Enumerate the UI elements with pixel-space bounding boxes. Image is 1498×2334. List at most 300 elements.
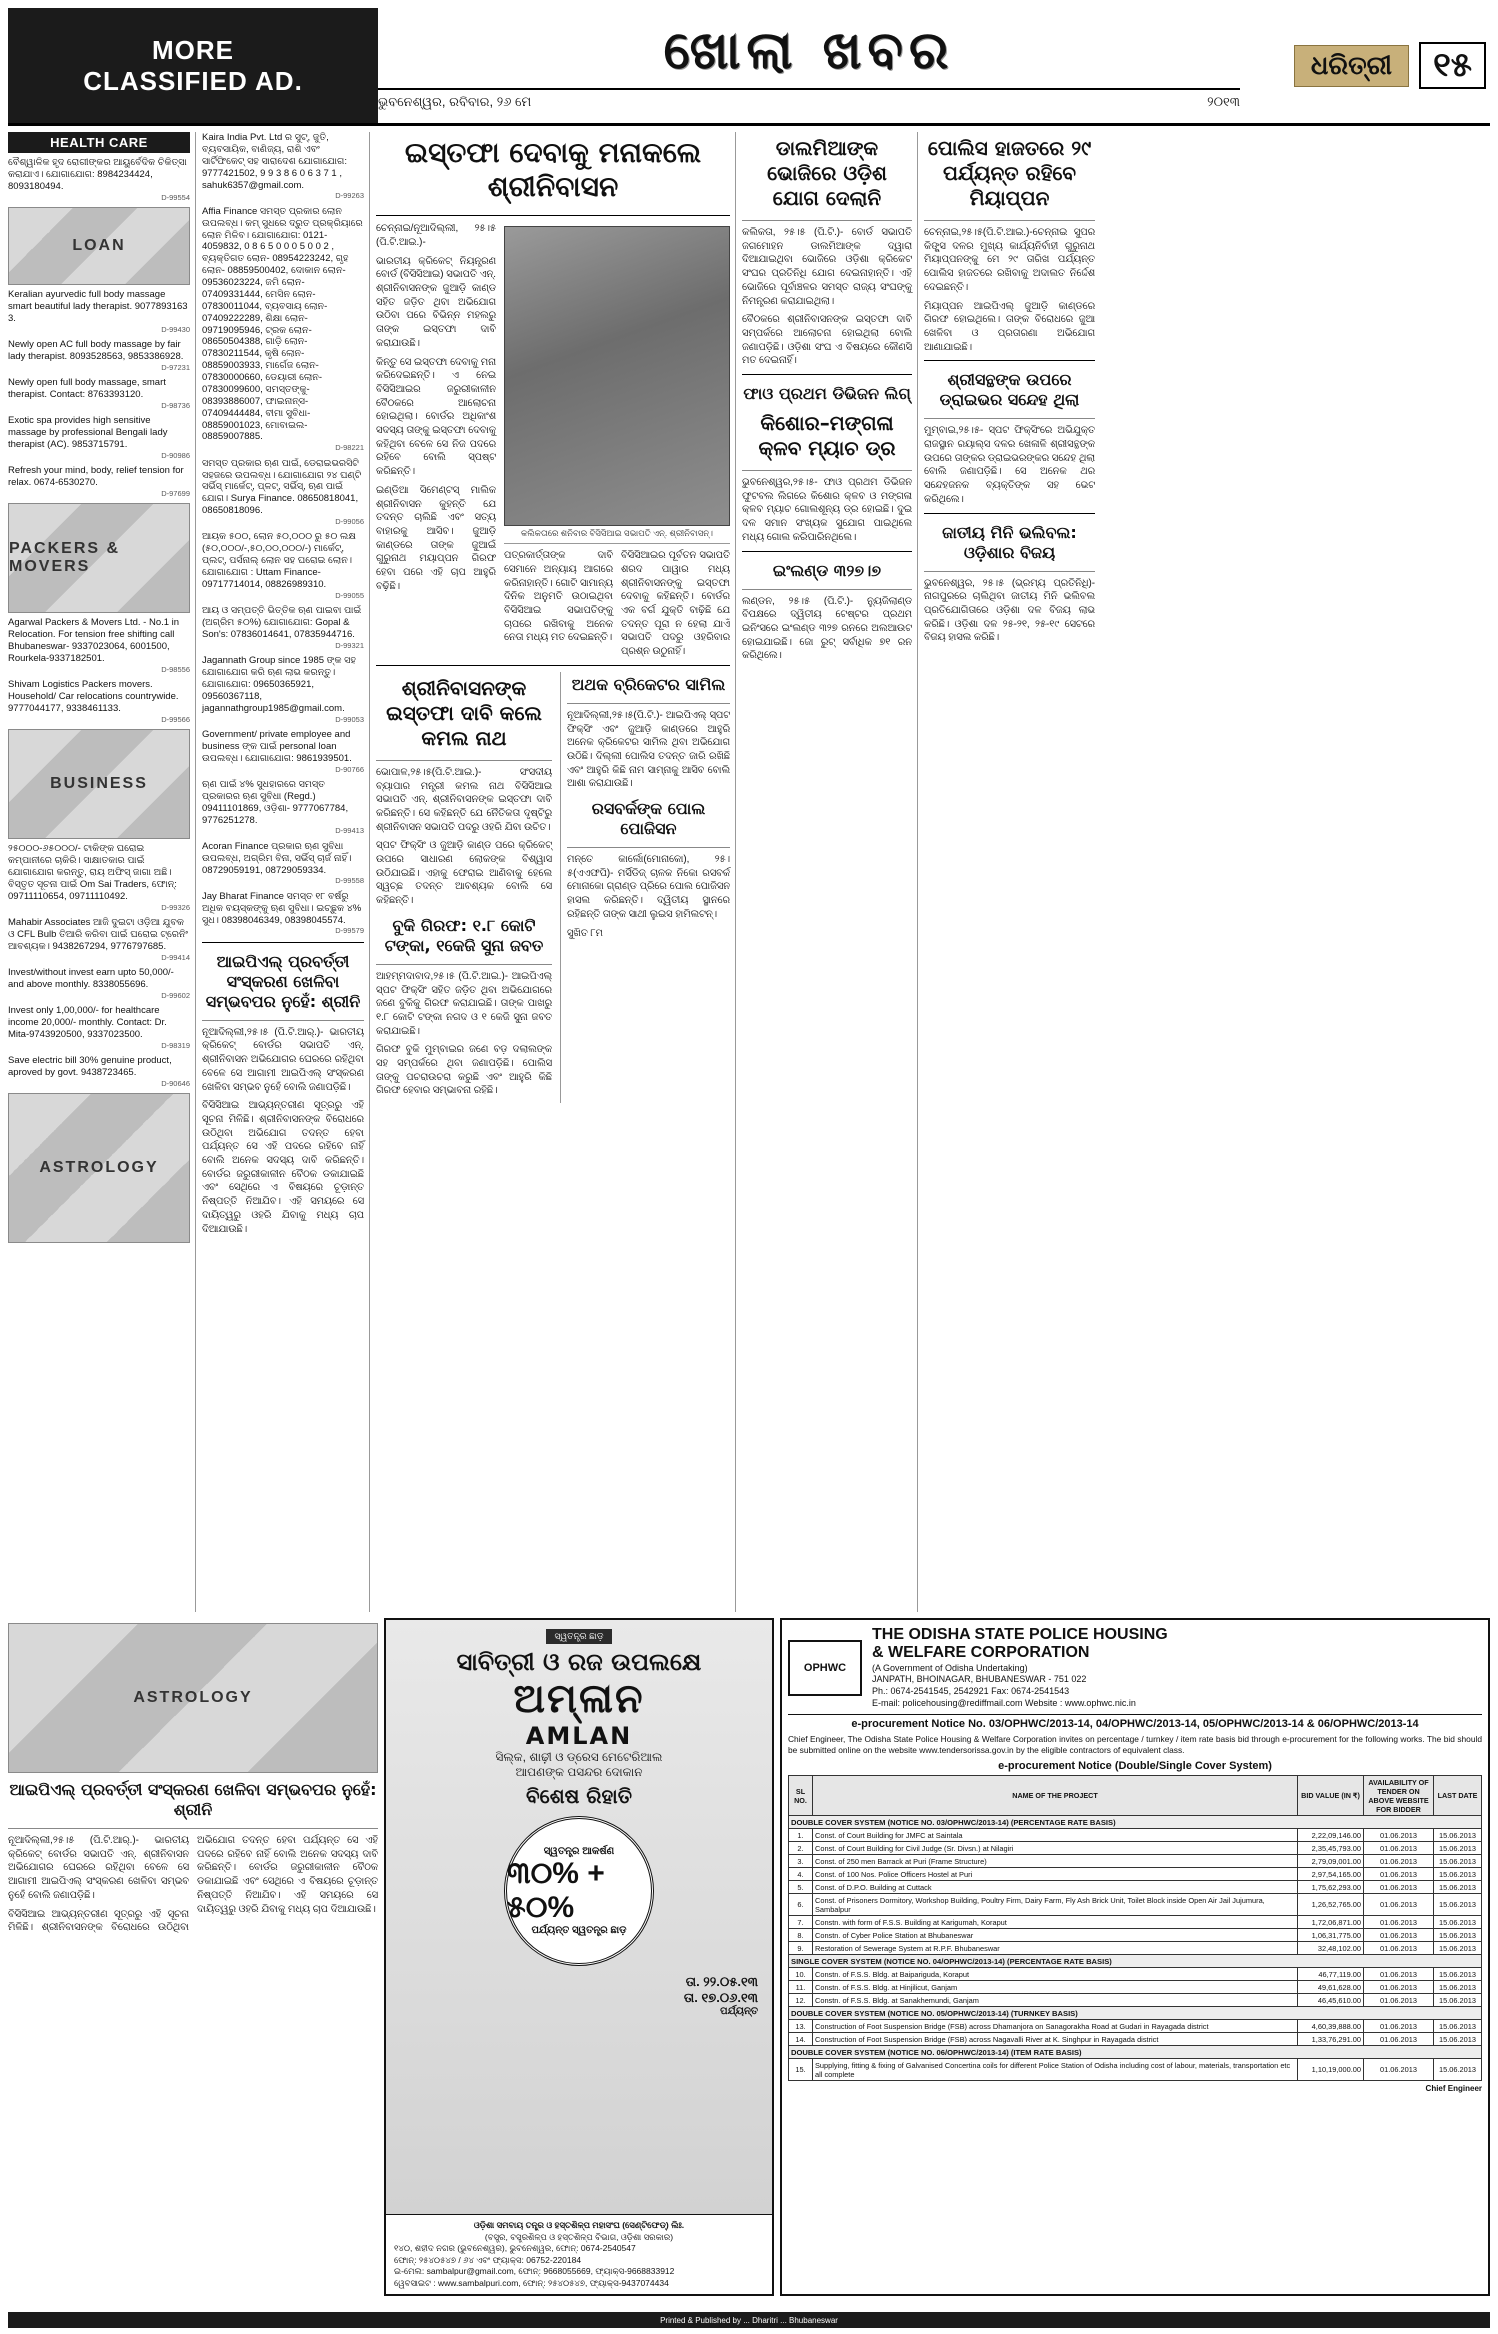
divider [202, 942, 364, 943]
ad-text: Newly open AC full body massage by fair lady therapist. 8093528563, 9853386928. [8, 339, 184, 362]
table-cell: 1,72,06,871.00 [1298, 1916, 1364, 1929]
amlan-ad-title: ସାବିତ୍ରୀ ଓ ରଜ ଉପଲକ୍ଷେ [456, 1648, 702, 1676]
astrology-ad-image-bottom: ASTROLOGY [8, 1623, 378, 1773]
classified-ad [202, 132, 364, 201]
table-cell: 15.06.2013 [1434, 1942, 1482, 1955]
table-group-row [789, 1955, 1482, 1968]
ad-code: D-99579 [335, 926, 364, 936]
article-body [567, 709, 730, 791]
divider [567, 847, 730, 848]
loan-ad-image: LOAN [8, 207, 190, 285]
column-classified-2 [202, 132, 370, 1612]
divider [202, 1020, 364, 1021]
ad-code: D-99558 [335, 876, 364, 886]
page-title: ଖୋଲା ଖବର [663, 21, 955, 81]
classified-ad [202, 779, 364, 836]
table-cell: 01.06.2013 [1364, 1868, 1434, 1881]
divider [376, 964, 552, 965]
table-cell: 15.06.2013 [1434, 1929, 1482, 1942]
classified-ad [8, 415, 190, 460]
table-body [789, 1816, 1482, 2081]
page-number: ୧୫ [1419, 42, 1486, 89]
table-cell: 15.06.2013 [1434, 1842, 1482, 1855]
table-cell: 01.06.2013 [1364, 1829, 1434, 1842]
main-columns [8, 132, 1490, 1612]
article-body [202, 1026, 364, 1237]
paragraph: ମୁମ୍ବାଇ,୨୫।୫- ସ୍ପଟ ଫିକ୍ସିଂରେ ଅଭିଯୁକ୍ତ ରାଜସ୍ଥାନ ରୟାଲ୍ସ ଦଳର ଖେଳାଳି ଶ୍ରୀସନ୍ଥଙ୍କ ଉପରେ ତାଙ୍କର ଡ୍ରାଇଭରଙ୍କର ସନ୍ଦେହ ଥିଲା ବୋଲି ଜଣାପଡ଼ିଛି। ସେ ଅନେକ ଥର ସନ୍ଦେହଜନକ ବ୍ୟକ୍ତିଙ୍କ ସହ ଭେଟ କରିଥିଲେ। [924, 425, 1095, 505]
section-header-health-care: HEALTH CARE [8, 132, 190, 153]
classified-ad [202, 891, 364, 936]
ad-text: ଋଣ ପାଇଁ ୪% ସୁଧହାରରେ ସମସ୍ତ ପ୍ରକାରର ଋଣ ସୁବିଧା (Regd.) 09411101869, ଓଡ଼ିଶା- 9777067784, 9776251278. [202, 778, 349, 826]
ad-code: D-98221 [335, 443, 364, 453]
column-header-availability: AVAILABILITY OF TENDER ON ABOVE WEBSITE FOR BIDDER [1364, 1776, 1434, 1816]
article-headline: ପୋଲିସ ହାଜତରେ ୨୯ ପର୍ଯ୍ୟନ୍ତ ରହିବେ ମିୟାପ୍ପନ [927, 136, 1092, 210]
ophwc-logo: OPHWC [788, 1640, 862, 1696]
amlan-address: ୧୪୦, ଶହୀଦ ନଗର (ଭୁବନେଶ୍ୱର), ଭୁବନେଶ୍ୱର, ଫୋନ୍: 0674-2540547 [394, 2243, 636, 2254]
classified-banner-line1: MORE [152, 34, 234, 65]
ophwc-notice-title: e-procurement Notice No. 03/OPHWC/2013-14, 04/OPHWC/2013-14, 05/OPHWC/2013-14 & 06/OPHWC/2013-14 [851, 1717, 1419, 1730]
divider [924, 220, 1095, 221]
amlan-date-to: ତା. ୧୭.୦୬.୧୩ [683, 1990, 758, 2005]
classified-ad [8, 1055, 190, 1088]
paragraph: ନୂଆଦିଲ୍ଲୀ,୨୫।୫ (ପି.ଟି.ଆର୍.)- ଭାରତୀୟ କ୍ରିକେଟ୍ ବୋର୍ଡର ସଭାପତି ଏନ୍. ଶ୍ରୀନିବାସନ ଅଭିଯୋଗର ଘେରରେ ରହିଥିବା ବେଳେ ସେ ଆଗାମୀ ଆଇପିଏଲ୍ ସଂସ୍କରଣ ଖେଳିବା ସମ୍ଭବ ନୁହେଁ ବୋଲି ଜଣାପଡ଼ିଛି। [8, 1835, 189, 1901]
ad-text: ବୈଶ୍ୱାଳିକ ହୃଦ ରୋଗୀଙ୍କର ଆୟୁର୍ବେଦିକ ଚିକିତ୍ସା କରାଯାଏ। ଯୋଗାଯୋଗ: 8984234424, 8093180494. [8, 157, 187, 192]
article-body [924, 226, 1095, 354]
amlan-offer-percent: ୩୦% + ୫୦% [507, 1857, 605, 1924]
ophwc-email-website: E-mail: policehousing@rediffmail.com Website : www.ophwc.nic.in [872, 1697, 1136, 1708]
table-row [789, 1968, 1482, 1981]
amlan-subtitle-1: ସିଲ୍କ, ଶାଢ଼ୀ ଓ ଡ୍ରେସ ମେଟେରିଆଲ [495, 1750, 663, 1764]
dateline: ଚେନ୍ନାଇ/ନୂଆଦିଲ୍ଲୀ, ୨୫।୫ (ପି.ଟି.ଆଇ.)- [376, 223, 496, 248]
table-cell: Restoration of Sewerage System at R.P.F. Bhubaneswar [813, 1942, 1298, 1955]
table-cell: 15.06.2013 [1434, 1881, 1482, 1894]
dateline-left: ଭୁବନେଶ୍ୱର, ରବିବାର, ୨୬ ମେ [378, 94, 532, 109]
table-cell: 01.06.2013 [1364, 1942, 1434, 1955]
ad-text: Jagannath Group since 1985 ଙ୍କ ସହ ଯୋଗାଯୋଗ କରି ଋଣ ଲାଭ କରନ୍ତୁ। ଯୋଗାଯୋଗ: 09650365921, 09560367118, jagannathgroup1985@gmail.com. [202, 655, 356, 714]
table-cell: 4,60,39,888.00 [1298, 2020, 1364, 2033]
ad-text: Newly open full body massage, smart therapist. Contact: 8763393120. [8, 377, 166, 400]
photo-caption: କଲିକତାରେ ଶନିବାର ବିସିସିଆଇ ସଭାପତି ଏନ୍. ଶ୍ରୀନିବାସନ୍। [504, 528, 730, 544]
lead-article-body [376, 222, 496, 593]
paragraph: କିନ୍ତୁ ସେ ଇସ୍ତଫା ଦେବାକୁ ମନା କରିଦେଇଛନ୍ତି। ଏ ନେଇ ବିସିସିଆଇର ଜରୁରୀକାଳୀନ ବୈଠକରେ ଆଲୋଚନା ହୋଇଥିଲା। ବୋର୍ଡର ଅଧିକାଂଶ ସଦସ୍ୟ ତାଙ୍କୁ ଇସ୍ତଫା ଦେବାକୁ କହିଥିବା ବେଳେ ସେ ନିଜ ପଦରେ ରହିବେ ବୋଲି ସ୍ପଷ୍ଟ କରିଛନ୍ତି। [376, 356, 496, 478]
article-headline: ଶ୍ରୀନିବାସନଙ୍କ ଇସ୍ତଫା ଦାବି କଲେ କମଲ ନାଥ [386, 675, 542, 750]
table-cell: 15.06.2013 [1434, 1855, 1482, 1868]
table-cell: 1,33,76,291.00 [1298, 2033, 1364, 2046]
divider [742, 551, 912, 552]
ad-code: D-90646 [161, 1078, 190, 1088]
article-headline: ଫାଓ ପ୍ରଥମ ଡିଭିଜନ ଲିଗ୍ [743, 384, 911, 404]
column-header-project: NAME OF THE PROJECT [813, 1776, 1298, 1816]
ad-text: Agarwal Packers & Movers Ltd. - No.1 in Relocation. For tension free shifting call Bhubaneswar- 9337023064, 6001500, Rourkela-9337182501. [8, 617, 180, 664]
table-cell: 15.06.2013 [1434, 1994, 1482, 2007]
classified-ad [8, 289, 190, 334]
table-cell: 01.06.2013 [1364, 1894, 1434, 1916]
ad-code: D-90986 [161, 450, 190, 460]
table-cell: 12. [789, 1994, 813, 2007]
ad-text: ଆୟକ ୫୦୦, ଲୋନ ୫୦,୦୦୦ ରୁ ୫୦ ଲକ୍ଷ (୫୦,୦୦୦/-,୫୦,୦୦,୦୦୦/-) ମାର୍କେଟ୍, ପ୍ଲଟ୍, ପର୍ସନାଲ୍ ଲୋନ ସହ ଘରୋଇ ଲୋନ। ଯୋଗାଯୋଗ : Uttam Finance- 09717714014, 08826989310. [202, 531, 356, 590]
masthead [8, 8, 1490, 126]
table-cell: 15.06.2013 [1434, 1968, 1482, 1981]
table-cell: 1,75,62,293.00 [1298, 1881, 1364, 1894]
ad-code: D-99554 [161, 192, 190, 202]
table-cell: 01.06.2013 [1364, 1842, 1434, 1855]
table-cell: Constn. of F.S.S. Bldg. at Hinjilicut, Ganjam [813, 1981, 1298, 1994]
amlan-offer-tag: ସ୍ୱତନ୍ତ୍ର ଆକର୍ଷଣ [543, 1846, 615, 1857]
article-headline: ଅଥକ ବ୍ରିକେଟର ସାମିଲ [571, 674, 726, 694]
classified-ad [8, 679, 190, 724]
table-cell: Constn. with form of F.S.S. Building at Karigumah, Koraput [813, 1916, 1298, 1929]
column-lead-story [376, 132, 736, 1612]
table-cell: 15.06.2013 [1434, 1981, 1482, 1994]
classified-ad [202, 841, 364, 886]
table-cell: Supplying, fitting & fixing of Galvanised Concertina coils for different Police Station of Odisha including cost of labour, materials, transportation etc all complete [813, 2059, 1298, 2081]
table-cell: 01.06.2013 [1364, 1981, 1434, 1994]
article-body [742, 476, 912, 545]
table-cell: Constn. of F.S.S. Bldg. at Sanakhemundi, Ganjam [813, 1994, 1298, 2007]
lead-article-continued [504, 549, 730, 659]
table-row [789, 1868, 1482, 1881]
classified-ad [202, 655, 364, 724]
table-row [789, 1942, 1482, 1955]
table-group-label: SINGLE COVER SYSTEM (NOTICE NO. 04/OPHWC/2013-14) (PERCENTAGE RATE BASIS) [789, 1955, 1482, 1968]
ad-text: ଆୟ ଓ ସମ୍ପତ୍ତି ଭିତ୍ତିକ ଋଣ ପାଇବା ପାଇଁ (ଅଗ୍ରିମ ୫୦%) ଯୋଗାଯୋଗ: Gopal & Son's: 07836014641, 07835944716. [202, 605, 362, 640]
table-row [789, 1855, 1482, 1868]
table-cell: 2,97,54,165.00 [1298, 1868, 1364, 1881]
ad-text: Jay Bharat Finance ସମସ୍ତ ୧୮ ବର୍ଷରୁ ଅଧିକ ବୟସ୍କଙ୍କୁ ଋଣ ସୁବିଧା। ଇଚ୍ଛୁକ ୪% ସୁଧ। 08398046349, 08398045574. [202, 890, 362, 926]
ophwc-address: JANPATH, BHOINAGAR, BHUBANESWAR - 751 022 [872, 1674, 1087, 1685]
table-row [789, 1829, 1482, 1842]
table-cell: 15.06.2013 [1434, 2059, 1482, 2081]
amlan-display-ad [384, 1618, 774, 2296]
article-body [376, 970, 552, 1098]
table-cell: Const. of Prisoners Dormitory, Workshop Building, Poultry Firm, Dairy Farm, Fly Ash Brick Unit, Toilet Block inside Open Air Jail Jujumura, Sambalpur [813, 1894, 1298, 1916]
classified-ad [8, 843, 190, 912]
amlan-org-dept: (ବସ୍ତ୍ର, ବସ୍ତ୍ରଶିଳ୍ପ ଓ ହସ୍ତଶିଳ୍ପ ବିଭାଗ, ଓଡ଼ିଶା ସରକାର) [484, 2231, 674, 2242]
ophwc-tender-notice [780, 1618, 1490, 2296]
ad-code: D-97231 [161, 362, 190, 372]
ad-code: D-99053 [335, 714, 364, 724]
paragraph: ନୂଆଦିଲ୍ଲୀ,୨୫।୫ (ପି.ଟି.ଆର୍.)- ଭାରତୀୟ କ୍ରିକେଟ୍ ବୋର୍ଡର ସଭାପତି ଏନ୍. ଶ୍ରୀନିବାସନ ଅଭିଯୋଗର ଘେରରେ ରହିଥିବା ବେଳେ ସେ ଆଗାମୀ ଆଇପିଏଲ୍ ସଂସ୍କରଣ ଖେଳିବା ସମ୍ଭବ ନୁହେଁ ବୋଲି ଜଣାପଡ଼ିଛି। [202, 1026, 364, 1093]
column-sports-2 [924, 132, 1100, 1612]
table-cell: 01.06.2013 [1364, 2033, 1434, 2046]
divider [924, 571, 1095, 572]
ophwc-tender-table [788, 1775, 1482, 2081]
article-headline: ଡାଲମିଆଙ୍କ ଭୋଜିରେ ଓଡ଼ିଶ ଯୋଗ ଦେଲାନି [767, 136, 887, 210]
article-body [376, 766, 552, 908]
article-subheadline: କିଶୋର–ମଙ୍ଗଳା କ୍ଳବ ମ୍ୟାଚ ଡ୍ର [758, 411, 896, 461]
amlan-top-banner: ସ୍ୱତନ୍ତ୍ର ଛାଡ଼ [546, 1629, 611, 1644]
ad-code: D-99430 [161, 324, 190, 334]
paragraph: ଭୋପାଳ,୨୫।୫(ପି.ଟି.ଆଇ.)- ସଂସଦୀୟ ବ୍ୟାପାର ମନ୍ତ୍ରୀ କମଲ ନାଥ ବିସିସିଆଇ ସଭାପତି ଏନ୍. ଶ୍ରୀନିବାସନଙ୍କ ଇସ୍ତଫା ଦାବି କରିଛନ୍ତି। ସେ କହିଛନ୍ତି ଯେ ନୈତିକତା ଦୃଷ୍ଟିରୁ ଶ୍ରୀନିବାସନ ସଭାପତି ପଦରୁ ଓହରି ଯିବା ଉଚିତ। [376, 766, 552, 833]
article-body [8, 1834, 378, 1935]
ad-code: D-99414 [161, 952, 190, 962]
amlan-subtitle-2: ଆପଣଙ୍କ ପସନ୍ଦର ଦୋକାନ [515, 1765, 643, 1779]
article-body [742, 595, 912, 664]
amlan-offer-note: ପର୍ଯ୍ୟନ୍ତ ସ୍ୱତନ୍ତ୍ର ଛାଡ଼ [531, 1925, 627, 1936]
ad-text: Keralian ayurvedic full body massage smart beautiful lady therapist. 9077893163 3. [8, 289, 188, 324]
paragraph: ମନ୍ତେ କାର୍ଲୋ(ମୋନାକୋ), ୨୫।୫(ଏଏଫପି)- ମର୍ସିଡିଜ୍ ଚାଳକ ନିକୋ ରସବର୍କ ମୋନାକୋ ଗ୍ରାଣ୍ଡ ପ୍ରିରେ ପୋଲ ପୋଜିସନ ହାସଲ କରିଛନ୍ତି। ଦ୍ୱିତୀୟ ସ୍ଥାନରେ ରହିଛନ୍ତି ତାଙ୍କ ସାଥୀ ଲୁଇସ ହାମିଲଟନ୍। [567, 854, 730, 920]
table-row [789, 1929, 1482, 1942]
ophwc-table-title: e-procurement Notice (Double/Single Cover System) [998, 1760, 1272, 1773]
paragraph: ବିସିସିଆଇର ପୂର୍ବତନ ସଭାପତି ଶରଦ ପାୱାର ମଧ୍ୟ ଶ୍ରୀନିବାସନଙ୍କୁ ଇସ୍ତଫା ଦେବାକୁ କହିଛନ୍ତି। ବୋର୍ଡର ଏକ ବର୍ଗ ଯୁକ୍ତି ବାଢ଼ିଛି ଯେ ତଦନ୍ତ ପୂରା ନ ହେଲା ଯାଏଁ ସଭାପତି ପଦରୁ ଓହରିବାର ପ୍ରଶ୍ନ ଉଠୁନାହିଁ। [621, 550, 730, 658]
divider [742, 470, 912, 471]
ad-text: Acoran Finance ପ୍ରକାର ଋଣ ସୁବିଧା ଉପଲବ୍ଧ, ଅଗ୍ରିମ ବିନା, ସର୍ଭିସ୍ ଚାର୍ଜ ନାହିଁ। 08729059191, 08729059334. [202, 840, 352, 876]
classified-ad [202, 531, 364, 600]
paragraph: ଗିରଫ ବୁକି ମୁମ୍ବାଇର ଜଣେ ବଡ଼ ଦଲାଲଙ୍କ ସହ ସମ୍ପର୍କରେ ଥିବା ଜଣାପଡ଼ିଛି। ପୋଲିସ ତାଙ୍କୁ ପଚରାଉଚରା କରୁଛି ଏବଂ ଆହୁରି କିଛି ଗିରଫ ହେବାର ସମ୍ଭାବନା ରହିଛି। [376, 1044, 552, 1097]
amlan-phone: ଫୋନ୍: ୨୫୪୦୫୪୭ / ୬୪ ଏବଂ ଫ୍ୟାକ୍ସ: 06752-220184 [394, 2254, 582, 2265]
table-cell: Const. of D.P.O. Building at Cuttack [813, 1881, 1298, 1894]
table-row [789, 2059, 1482, 2081]
table-cell: 14. [789, 2033, 813, 2046]
classified-banner [8, 8, 378, 123]
table-cell: 01.06.2013 [1364, 1994, 1434, 2007]
table-cell: 8. [789, 1929, 813, 1942]
table-cell: 01.06.2013 [1364, 2020, 1434, 2033]
article-body [924, 424, 1095, 506]
amlan-discount-badge [504, 1816, 654, 1966]
divider [924, 360, 1095, 361]
ad-text: Government/ private employee and business ଙ୍କ ପାଇଁ personal loan ଉପଲବ୍ଧ। ଯୋଗାଯୋଗ: 9861939501. [202, 728, 352, 764]
ophwc-title-line1: THE ODISHA STATE POLICE HOUSING [872, 1626, 1168, 1643]
classified-ad [8, 967, 190, 1000]
table-cell: 7. [789, 1916, 813, 1929]
table-cell: Construction of Foot Suspension Bridge (FSB) across Dhamanjora on Sanagorakha Road at Gudari in Rayagada district [813, 2020, 1298, 2033]
ad-code: D-99326 [161, 902, 190, 912]
amlan-brand-english: AMLAN [525, 1722, 633, 1750]
table-group-label: DOUBLE COVER SYSTEM (NOTICE NO. 03/OPHWC/2013-14) (PERCENTAGE RATE BASIS) [789, 1816, 1482, 1829]
table-group-row [789, 2046, 1482, 2059]
ad-text: Refresh your mind, body, relief tension for relax. 0674-6530270. [8, 465, 184, 489]
article-headline: ଜାତୀୟ ମିନି ଭଲିବଲ: ଓଡ଼ିଶାର ବିଜୟ [942, 522, 1077, 562]
classified-ad [202, 206, 364, 453]
article-headline: ରସବର୍କଙ୍କ ପୋଲ ପୋଜିସନ [591, 799, 706, 839]
amlan-brand-odia: ଅମ୍ଳାନ [513, 1676, 645, 1722]
ad-text: Invest/without invest earn upto 50,000/- and above monthly. 8338055696. [8, 967, 174, 990]
masthead-center [378, 8, 1240, 123]
table-cell: 4. [789, 1868, 813, 1881]
table-row [789, 1842, 1482, 1855]
classified-banner-line2: CLASSIFIED AD. [83, 65, 303, 96]
divider [742, 374, 912, 375]
table-cell: 11. [789, 1981, 813, 1994]
paragraph: ଚେନ୍ନାଇ,୨୫।୫(ପି.ଟି.ଆଇ.)-ଚେନ୍ନାଇ ସୁପର କିଙ୍ଗ୍ସ ଦଳର ମୁଖ୍ୟ କାର୍ଯ୍ୟନିର୍ବାହୀ ଗୁରୁନାଥ ମିୟାପ୍ପନଙ୍କୁ ମେ ୨୯ ତାରିଖ ପର୍ଯ୍ୟନ୍ତ ପୋଲିସ ହାଜତରେ ରଖିବାକୁ ଅଦାଲତ ନିର୍ଦ୍ଦେଶ ଦେଇଛନ୍ତି। [924, 227, 1095, 293]
masthead-dateline [378, 88, 1240, 110]
paragraph: ଇଣ୍ଡିଆ ସିମେଣ୍ଟସ୍ ମାଲିକ ଶ୍ରୀନିବାସନ କୁହନ୍ତି ଯେ ତଦନ୍ତ ଚାଲିଛି ଏବଂ ସତ୍ୟ ବାହାରକୁ ଆସିବ। ଜୁଆଡ଼ି କାଣ୍ଡରେ ତାଙ୍କ ଜୁଆଇଁ ଗୁରୁନାଥ ମୟାପ୍ପନ ଗିରଫ ହେବା ପରେ ଏହି ଚାପ ଆହୁରି ବଢ଼ିଛି। [376, 484, 496, 592]
ad-text: Shivam Logistics Packers movers. Household/ Car relocations countrywide. 9777044177, 9338461133. [8, 679, 179, 714]
classified-ad [8, 465, 190, 498]
ad-code: D-99566 [161, 714, 190, 724]
table-cell: Constn. of Cyber Police Station at Bhubaneswar [813, 1929, 1298, 1942]
table-cell: 2,22,09,146.00 [1298, 1829, 1364, 1842]
table-cell: 6. [789, 1894, 813, 1916]
business-ad-image: BUSINESS [8, 729, 190, 839]
table-cell: 2,35,45,793.00 [1298, 1842, 1364, 1855]
article-headline: ବୁକି ଗିରଫ: ୧.୮ କୋଟି ଟଙ୍କା, ୧କେଜି ସୁନା ଜବତ [384, 915, 544, 955]
table-cell: Const. of Court Building for JMFC at Saintala [813, 1829, 1298, 1842]
table-group-row [789, 2007, 1482, 2020]
column-header-bid-value: BID VALUE (IN ₹) [1298, 1776, 1364, 1816]
table-cell: 2. [789, 1842, 813, 1855]
paragraph: ବିସିସିଆଇ ଆଭ୍ୟନ୍ତରୀଣ ସୂତ୍ରରୁ ଏହି ସୂଚନା ମିଳିଛି। ଶ୍ରୀନିବାସନଙ୍କ ବିରୋଧରେ ଉଠିଥିବା ଅଭିଯୋଗ ତଦନ୍ତ ହେବା ପର୍ଯ୍ୟନ୍ତ ସେ ଏହି ପଦରେ ରହିବେ ନାହିଁ ବୋଲି ଅନେକ ସଦସ୍ୟ ଦାବି କରିଛନ୍ତି। ବୋର୍ଡର ଜରୁରୀକାଳୀନ ବୈଠକ ଡକାଯାଇଛି ଏବଂ ସେଥିରେ ଏ ବିଷୟରେ ଚୂଡ଼ାନ୍ତ ନିଷ୍ପତ୍ତି ନିଆଯିବ। ଏହି ସମୟରେ ସେ ଦାୟିତ୍ୱରୁ ଓହରି ଯିବାକୁ ମଧ୍ୟ ଚାପ ଦିଆଯାଉଛି। [8, 1835, 378, 1934]
ophwc-notice-body: Chief Engineer, The Odisha State Police Housing & Welfare Corporation invites on percentage / turnkey / item rate basis bid through e-procurement for the following works. The bid should be submitted online on the website www.tendersorissa.gov.in by the eligible contractors of equivalent class. [788, 1733, 1482, 1755]
bottom-advertisements [8, 1618, 1490, 2296]
table-cell: 01.06.2013 [1364, 1916, 1434, 1929]
astrology-ad-image: ASTROLOGY [8, 1093, 190, 1243]
ad-text: Exotic spa provides high sensitive massage by professional Bengali lady therapist (AC). 9853715791. [8, 415, 168, 450]
ad-code: D-98556 [161, 664, 190, 674]
table-cell: 01.06.2013 [1364, 1855, 1434, 1868]
table-cell: 3. [789, 1855, 813, 1868]
ad-text: Save electric bill 30% genuine product, aproved by govt. 9438723465. [8, 1055, 172, 1078]
table-row [789, 2033, 1482, 2046]
table-cell: 15.06.2013 [1434, 1894, 1482, 1916]
table-group-label: DOUBLE COVER SYSTEM (NOTICE NO. 06/OPHWC/2013-14) (ITEM RATE BASIS) [789, 2046, 1482, 2059]
paragraph: ସ୍ପଟ ଫିକ୍ସିଂ ଓ ଜୁଆଡ଼ି କାଣ୍ଡ ପରେ କ୍ରିକେଟ୍ ଉପରେ ସାଧାରଣ ଲୋକଙ୍କ ବିଶ୍ୱାସ ଉଠିଯାଇଛି। ଏହାକୁ ଫେରାଇ ଆଣିବାକୁ ହେଲେ ସ୍ୱଚ୍ଛ ତଦନ୍ତ ଆବଶ୍ୟକ ବୋଲି ସେ କହିଛନ୍ତି। [376, 840, 552, 907]
classified-ad [8, 917, 190, 962]
ad-code: D-99321 [335, 640, 364, 650]
paragraph: ନୂଆଦିଲ୍ଲୀ,୨୫।୫(ପି.ଟି.)- ଆଇପିଏଲ୍ ସ୍ପଟ ଫିକ୍ସିଂ ଏବଂ ଜୁଆଡ଼ି କାଣ୍ଡରେ ଆହୁରି ଅନେକ କ୍ରିକେଟର ସାମିଲ ଥିବା ଅଭିଯୋଗ ଉଠିଛି। ଦିଲ୍ଲୀ ପୋଲିସ ତଦନ୍ତ ଜାରି ରଖିଛି ଏବଂ ଆହୁରି କିଛି ନାମ ସାମ୍ନାକୁ ଆସିବ ବୋଲି ଆଶା କରାଯାଉଛି। [567, 709, 730, 790]
classified-ad [8, 157, 190, 202]
lead-headline: ଇସ୍ତଫା ଦେବାକୁ ମନାକଲେ ଶ୍ରୀନିବାସନ [404, 136, 702, 203]
table-cell: 9. [789, 1942, 813, 1955]
article-body [924, 577, 1095, 646]
paragraph: କଲିକତା, ୨୫।୫ (ପି.ଟି.)- ବୋର୍ଡ ସଭାପତି ଜଗମୋହନ ଡାଲମିଆଙ୍କ ଦ୍ୱାରା ଦିଆଯାଇଥିବା ଭୋଜିରେ ଓଡ଼ିଶା କ୍ରିକେଟ ସଂଘର ପ୍ରତିନିଧି ଯୋଗ ଦେଇନାହାନ୍ତି। ଏହି ଭୋଜିରେ ପୂର୍ବାଞ୍ଚଳର ସମସ୍ତ ରାଜ୍ୟ ସଂଘଙ୍କୁ ନିମନ୍ତ୍ରଣ କରାଯାଇଥିଲା। [742, 227, 912, 307]
lead-photo-srinivasan [504, 226, 730, 526]
ad-text: Mahabir Associates ଆଜି ଦୁଇଟା ଓଡ଼ିଆ ଯୁବକ ଓ CFL Bulb ତିଆରି କରିବା ପାଇଁ ଘରୋଇ ଟ୍ରେନିଂ ଆବଶ୍ୟକ। 9438267294, 9776797685. [8, 917, 188, 952]
article-headline: ଶ୍ରୀସନ୍ଥଙ୍କ ଉପରେ ଡ୍ରାଇଭର ସନ୍ଦେହ ଥିଲା [939, 370, 1080, 410]
paragraph: ଭୁବନେଶ୍ୱର, ୨୫।୫ (ଭ୍ରମ୍ୟ ପ୍ରତିନିଧି)-ନାଗପୁରରେ ଚାଲିଥିବା ଜାତୀୟ ମିନି ଭଲିବଲ ପ୍ରତିଯୋଗିତାରେ ଓଡ଼ିଶା ଦଳ ବିଜୟ ଲାଭ କରିଛି। ଓଡ଼ିଶା ଦଳ ୨୫-୨୧, ୨୫-୧୯ ସେଟରେ ବିଜୟ ହାସଲ କରିଛି। [924, 577, 1095, 644]
table-row [789, 1916, 1482, 1929]
table-cell: 2,79,09,001.00 [1298, 1855, 1364, 1868]
ophwc-government-line: (A Government of Odisha Undertaking) [872, 1662, 1028, 1673]
ad-code: D-99413 [335, 826, 364, 836]
table-cell: 15.06.2013 [1434, 2020, 1482, 2033]
ad-code: D-99263 [335, 191, 364, 201]
table-cell: 15.06.2013 [1434, 1868, 1482, 1881]
table-cell: 01.06.2013 [1364, 2059, 1434, 2081]
table-row [789, 2020, 1482, 2033]
table-row [789, 1981, 1482, 1994]
table-cell: 1,06,31,775.00 [1298, 1929, 1364, 1942]
table-cell: Construction of Foot Suspension Bridge (FSB) across Nagavalli River at K. Singhpur in Rayagada district [813, 2033, 1298, 2046]
ophwc-contact: Ph.: 0674-2541545, 2542921 Fax: 0674-2541543 [872, 1686, 1070, 1697]
table-row [789, 1881, 1482, 1894]
table-header-row [789, 1776, 1482, 1816]
amlan-website: ୱେବସାଇଟ : www.sambalpuri.com, ଫୋନ୍: ୨୫୪୦୫୪୭, ଫ୍ୟାକ୍ସ-9437074434 [394, 2277, 669, 2288]
table-cell: 10. [789, 1968, 813, 1981]
amlan-date-from: ତା. ୨୨.୦୫.୧୩ [685, 1974, 758, 1989]
table-cell: 1,10,19,000.00 [1298, 2059, 1364, 2081]
ad-code: D-99055 [335, 590, 364, 600]
column-classified-1 [8, 132, 196, 1612]
table-cell: 32,48,102.00 [1298, 1942, 1364, 1955]
ophwc-title-line2: & WELFARE CORPORATION [872, 1644, 1090, 1662]
table-cell: Constn. of F.S.S. Bldg. at Baipariguda, Koraput [813, 1968, 1298, 1981]
table-cell: 01.06.2013 [1364, 1968, 1434, 1981]
column-sports-1 [742, 132, 918, 1612]
table-cell: 15.06.2013 [1434, 1916, 1482, 1929]
paragraph: ଭାରତୀୟ କ୍ରିକେଟ୍ ନିୟନ୍ତ୍ରଣ ବୋର୍ଡ (ବିସିସିଆଇ) ସଭାପତି ଏନ୍. ଶ୍ରୀନିବାସନଙ୍କ ଜୁଆଡ଼ି କାଣ୍ଡ ସହିତ ଜଡ଼ିତ ଥିବା ଅଭିଯୋଗ ଉଠିବା ପରେ ବିଭିନ୍ନ ମହଲରୁ ତାଙ୍କ ଇସ୍ତଫା ଦାବି କରାଯାଉଛି। [376, 255, 496, 349]
ad-text: Affia Finance ସମସ୍ତ ପ୍ରକାର ଲୋନ ଉପଲବ୍ଧ। କମ୍ ସୁଧରେ ଦ୍ରୁତ ପ୍ରକ୍ରିୟାରେ ଲୋନ ମିଳିବ। ଯୋଗାଯୋଗ: 0121-4059832, 0 8 6 5 0 0 0 5 0 0 2 , ବ୍ୟକ୍ତିଗତ ଲୋନ- 08954223242, ଗୃହ ଲୋନ- 08859500402, ଦୋକାନ ଲୋନ- 09536023224, ଜମି ଲୋନ- 07409331444, ମେସିନ ଲୋନ- 07830011044, ବ୍ୟବସାୟ ଲୋନ- 07409222289, ଶିକ୍ଷା ଲୋନ- 09719095946, ଟ୍ରକ ଲୋନ- 08650504388, ଗାଡ଼ି ଲୋନ- 07830211544, କୃଷି ଲୋନ- 08859003933, ମାର୍ଗେଜ ଲୋନ- 07830000660, ଡେୟାରୀ ଲୋନ- 07830099600, ସମସ୍ତଙ୍କୁ- 08393886007, ଫାଇନାନ୍ସ- 07409444484, ବୀମା ସୁବିଧା- 08859001023, ମୋବାଇଲ- 08859007885. [202, 205, 363, 443]
ad-code: D-98319 [161, 1040, 190, 1050]
ad-text: ୨୫୦୦୦-୬୫୦୦୦/- ଟାକିଙ୍କ ଘରୋଇ କମ୍ପାନୀରେ ଚାକିରି। ସାକ୍ଷାତକାର ପାଇଁ ଯୋଗାଯୋଗ କରନ୍ତୁ, ରାୟ ଅଫିସ୍ ଜାଗା ଅଛି। ବିସ୍ତୃତ ସୂଚନା ପାଇଁ Om Sai Traders, ଫୋନ୍: 09711110654, 09711110492. [8, 843, 177, 902]
table-row [789, 1994, 1482, 2007]
amlan-email: ଇ-ମେଲ: sambalpur@gmail.com, ଫୋନ୍: 9668055669, ଫ୍ୟାକ୍ସ-9668833912 [394, 2266, 675, 2277]
packers-movers-ad-image: PACKERS & MOVERS [8, 503, 190, 613]
divider [376, 760, 552, 761]
table-cell: 15.06.2013 [1434, 2033, 1482, 2046]
classified-ad [8, 617, 190, 674]
ad-code: D-90766 [335, 764, 364, 774]
divider [924, 418, 1095, 419]
article-headline: ଆଇପିଏଲ୍ ପ୍ରବର୍ତ୍ତୀ ସଂସ୍କରଣ ଖେଳିବା ସମ୍ଭବପର ନୁହେଁ: ଶ୍ରୀନି [9, 1780, 377, 1819]
article-body [742, 226, 912, 368]
dateline-right: ୨୦୧୩ [1207, 94, 1240, 109]
ad-text: ସମସ୍ତ ପ୍ରକାର ଋଣ ପାଇଁ, ଡେରାଇଭରସିଟି ସହଜରେ ଉପଲବ୍ଧ। ଯୋଗାଯୋଗ ୨୪ ଘଣ୍ଟି ସର୍ଭିସ୍ ମାର୍କେଟ୍, ପ୍ଳଟ୍, ସର୍ଭିସ୍, ଋଣ ପାଇଁ ଯୋଗ। Surya Finance. 08650818041, 08650818096. [202, 457, 362, 517]
divider [742, 589, 912, 590]
table-cell: Const. of Court Building for Civil Judge (Sr. Divsn.) at Nilagiri [813, 1842, 1298, 1855]
brand-badge: ଧରିତ୍ରୀ [1294, 45, 1409, 87]
paragraph: ଭୁବନେଶ୍ୱର,୨୫।୫- ଫାଓ ପ୍ରଥମ ଡିଭିଜନ ଫୁଟବଲ ଲିଗରେ କିଶୋର କ୍ଳବ ଓ ମଙ୍ଗଳା କ୍ଳବ ମ୍ୟାଚ ଗୋଲଶୂନ୍ୟ ଡ୍ର ହୋଇଛି। ଦୁଇ ଦଳ ସମାନ ସଂଖ୍ୟକ ସୁଯୋଗ ପାଇଥିଲେ ମଧ୍ୟ ଗୋଲ କରିପାରିନଥିଲେ। [742, 477, 912, 543]
amlan-footer [386, 2214, 772, 2294]
divider [742, 220, 912, 221]
table-cell: Const. of 250 men Barrack at Puri (Frame Structure) [813, 1855, 1298, 1868]
table-cell: 1,26,52,765.00 [1298, 1894, 1364, 1916]
table-cell: 46,45,610.00 [1298, 1994, 1364, 2007]
table-cell: 13. [789, 2020, 813, 2033]
classified-ad [202, 729, 364, 774]
table-row [789, 1894, 1482, 1916]
byline: ସୁଖିତ ୮ମ [567, 927, 603, 939]
paragraph: ମିୟାପ୍ପନ ଆଇପିଏଲ୍ ଜୁଆଡ଼ି କାଣ୍ଡରେ ଗିରଫ ହୋଇଥିଲେ। ତାଙ୍କ ବିରୋଧରେ ଜୁଆ ଖେଳିବା ଓ ପ୍ରତାରଣା ଅଭିଯୋଗ ଆଣାଯାଇଛି। [924, 300, 1095, 353]
bottom-left-classified [8, 1618, 378, 2296]
amlan-date-note: ପର୍ଯ୍ୟନ୍ତ [720, 2006, 758, 2017]
divider [8, 1828, 378, 1829]
column-header-last-date: LAST DATE [1434, 1776, 1482, 1816]
divider [924, 513, 1095, 514]
table-cell: 01.06.2013 [1364, 1881, 1434, 1894]
paragraph: ବୈଠକରେ ଶ୍ରୀନିବାସନଙ୍କ ଇସ୍ତଫା ଦାବି ସମ୍ପର୍କରେ ଆଲୋଚନା ହୋଇଥିଲା ବୋଲି ଜଣାପଡ଼ିଛି। ଓଡ଼ିଶା ସଂଘ ଏ ବିଷୟରେ କୌଣସି ମତ ଦେଇନାହିଁ। [742, 314, 912, 367]
classified-ad [202, 458, 364, 527]
classified-ad [202, 605, 364, 650]
ad-code: D-99602 [161, 990, 190, 1000]
table-cell: 49,61,628.00 [1298, 1981, 1364, 1994]
ad-code: D-97699 [161, 489, 190, 498]
article-body [567, 853, 730, 940]
classified-ad [8, 1005, 190, 1050]
table-cell: 1. [789, 1829, 813, 1842]
divider [567, 703, 730, 704]
paragraph: ପତ୍ରକାର୍ତ୍ତାଙ୍କ ଦାବି ସେମାନେ ଅନ୍ୟାୟ ଆଗରେ କରିନାହାନ୍ତି। ଗୋଟି ସାମାନ୍ୟ ଦିନିକ ଅନୁମତି ଉଠାଇଥିବା ବିସିସିଆଇ ସଭାପତିଙ୍କୁ ଚାପରେ ରଖିବାକୁ ଅନେକ ନେତା ମଧ୍ୟ ମତ ଦେଇଛନ୍ତି। [504, 550, 613, 644]
divider [376, 215, 730, 216]
amlan-org-name: ଓଡ଼ିଶା ସମବାୟ ତନ୍ତ୍ର ଓ ହସ୍ତଶିଳ୍ପ ମହାସଂଘ (ସେଣ୍ଟିଫେଡ୍) ଲିଃ. [473, 2220, 685, 2231]
article-headline: ଇଂଲଣ୍ଡ ୩୨୭।୭ [772, 560, 882, 580]
column-header-sl: SL NO. [789, 1776, 813, 1816]
table-cell: 15. [789, 2059, 813, 2081]
page-footer: Printed & Published by ... Dharitri ... Bhubaneswar [8, 2312, 1490, 2328]
ad-code: D-99056 [335, 517, 364, 526]
ad-code: D-98736 [161, 400, 190, 410]
paragraph: ବିସିସିଆଇ ଆଭ୍ୟନ୍ତରୀଣ ସୂତ୍ରରୁ ଏହି ସୂଚନା ମିଳିଛି। ଶ୍ରୀନିବାସନଙ୍କ ବିରୋଧରେ ଉଠିଥିବା ଅଭିଯୋଗ ତଦନ୍ତ ହେବା ପର୍ଯ୍ୟନ୍ତ ସେ ଏହି ପଦରେ ରହିବେ ନାହିଁ ବୋଲି ଅନେକ ସଦସ୍ୟ ଦାବି କରିଛନ୍ତି। ବୋର୍ଡର ଜରୁରୀକାଳୀନ ବୈଠକ ଡକାଯାଇଛି ଏବଂ ସେଥିରେ ଏ ବିଷୟରେ ଚୂଡ଼ାନ୍ତ ନିଷ୍ପତ୍ତି ନିଆଯିବ। ଏହି ସମୟରେ ସେ ଦାୟିତ୍ୱରୁ ଓହରି ଯିବାକୁ ମଧ୍ୟ ଚାପ ଦିଆଯାଉଛି। [202, 1100, 364, 1235]
divider [376, 665, 730, 666]
ad-text: Invest only 1,00,000/- for healthcare income 20,000/- monthly. Contact: Dr. Mita-9743920500, 9337023500. [8, 1005, 167, 1040]
table-cell: 5. [789, 1881, 813, 1894]
classified-ad [8, 339, 190, 372]
paragraph: ଲଣ୍ଡନ, ୨୫।୫ (ପି.ଟି.)- ନ୍ୟୁଜିଲାଣ୍ଡ ବିପକ୍ଷରେ ଦ୍ୱିତୀୟ ଟେଷ୍ଟର ପ୍ରଥମ ଇନିଂସରେ ଇଂଲଣ୍ଡ ୩୨୭ ରନରେ ଅଲଆଉଟ ହୋଇଯାଇଛି। ଜୋ ରୁଟ୍ ସର୍ବାଧିକ ୭୧ ରନ କରିଥିଲେ। [742, 595, 912, 662]
table-group-label: DOUBLE COVER SYSTEM (NOTICE NO. 05/OPHWC/2013-14) (TURNKEY BASIS) [789, 2007, 1482, 2020]
ad-text: Kaira India Pvt. Ltd ର ସୁଟ୍, ଜୁତି, ବ୍ୟବସାୟିକ, ବାଣିଜ୍ୟ, ରାଶି ଏବଂ ସାର୍ଟିଫିକେଟ୍ ସହ ସାରାଦେଶ ଯୋଗାଯୋଗ: 9777421502, 9 9 3 8 6 0 6 3 7 1 , sahuk6357@gmail.com. [202, 132, 347, 191]
amlan-special-offer-label: ବିଶେଷ ରିହାତି [526, 1784, 632, 1808]
